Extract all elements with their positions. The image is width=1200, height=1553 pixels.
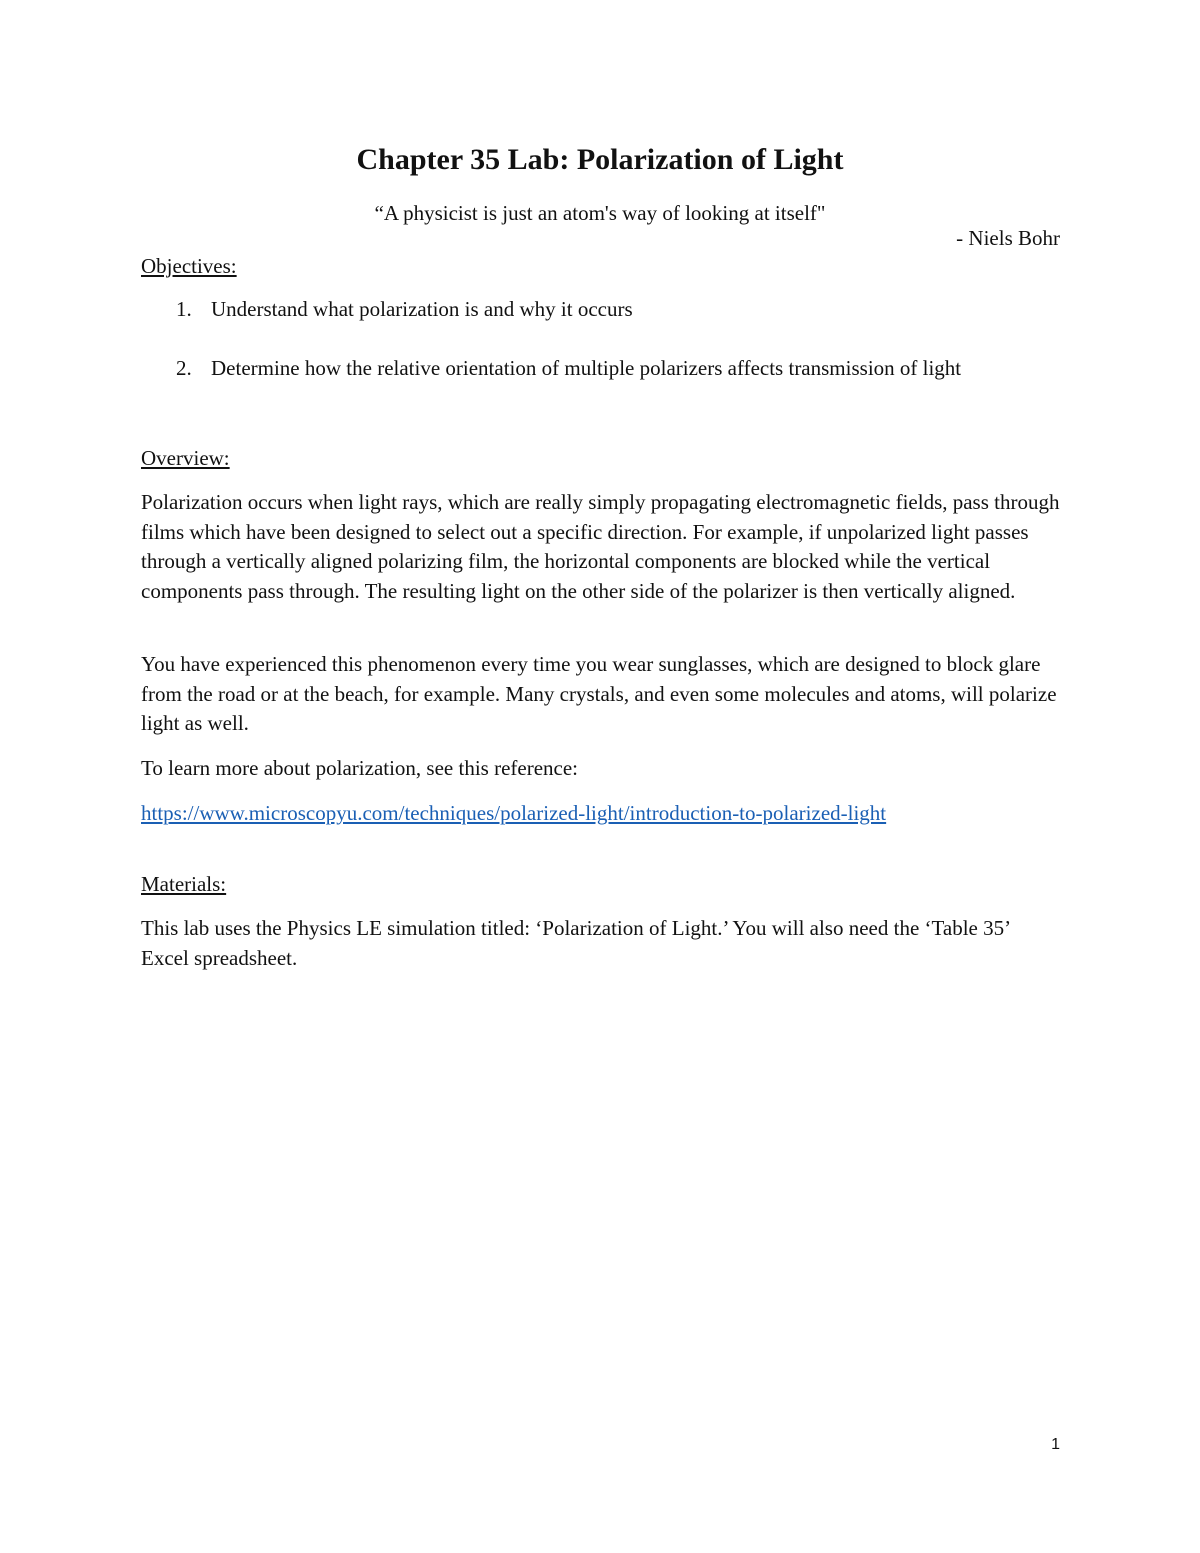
materials-paragraph: This lab uses the Physics LE simulation titled: ‘Polarization of Light.’ You will also need the ‘Table 35’ Excel spreadsheet. (141, 916, 1010, 970)
materials-heading: Materials: (141, 872, 227, 896)
overview-paragraph: To learn more about polarization, see this reference: (141, 756, 579, 780)
objective-number: 1. (176, 297, 192, 321)
objective-number: 2. (176, 356, 192, 380)
reference-link[interactable]: https://www.microscopyu.com/techniques/polarized-light/introduction-to-polarized-light (141, 801, 887, 825)
page-title: Chapter 35 Lab: Polarization of Light (356, 143, 844, 176)
quote-attribution: - Niels Bohr (956, 226, 1060, 250)
overview-heading: Overview: (141, 446, 230, 470)
objective-item (176, 295, 633, 323)
objectives-heading: Objectives: (141, 254, 237, 278)
overview-paragraph: You have experienced this phenomenon every time you wear sunglasses, which are designed to block glare from the road or at the beach, for example. Many crystals, and even some molecules and atoms, will polarize light as well. (141, 652, 1057, 735)
objective-text: Determine how the relative orientation of multiple polarizers affects transmission of light (211, 356, 962, 380)
objective-text: Understand what polarization is and why it occurs (211, 297, 633, 321)
epigraph-quote: “A physicist is just an atom's way of looking at itself" (374, 201, 826, 225)
page-number: 1 (1051, 1436, 1060, 1453)
objective-item (176, 354, 961, 382)
overview-paragraph: Polarization occurs when light rays, which are really simply propagating electromagnetic fields, pass through films which have been designed to select out a specific direction. For example, if unpolarized light passes through a vertically aligned polarizing film, the horizontal components are blocked while the vertical components pass through. The resulting light on the other side of the polarizer is then vertically aligned. (141, 490, 1060, 603)
